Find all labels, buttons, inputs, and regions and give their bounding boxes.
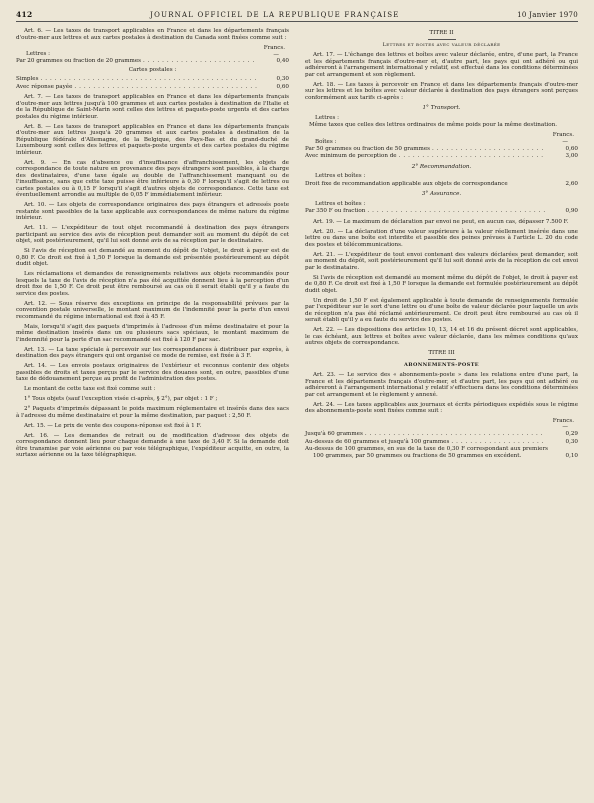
article-19: Art. 19. — Le maximum de déclaration par envoi ne peut, en aucun cas, dépasser 7.500 F.	[313, 218, 569, 225]
article-17: Art. 17. — L'échange des lettres et boîtes avec valeur déclarée, entre, d'une part, la France et les départements français d'outre-mer et, d'autre part, les pays qui ont adhéré ou qui adhéreront à l'arrangement international y relatif, est effectué dans les conditions déterminées par cet arrangement et son règlement.	[305, 52, 578, 78]
article-21: Art. 21. — L'expéditeur de tout envoi contenant des valeurs déclarées peut demander, soit au moment du dépôt, soit postérieurement qu'il lui soit donné avis de la réception de cet envoi par le destinataire.	[305, 251, 578, 271]
rate-value: 0,90	[565, 208, 578, 214]
rate-row	[305, 181, 578, 188]
article-11-paragraph: Si l'avis de réception est demandé au moment du dépôt de l'objet, le droit à payer est de 0,80 F. Ce droit est fixé à 1,50 F lorsque la demande est présentée postérieurement au dépôt dudit objet.	[16, 248, 289, 267]
rate-label: Au-dessus de 100 grammes, en sus de la taxe de 0,30 F correspondant aux premiers 100 grammes, par 50 grammes ou fractions de 50 grammes en excédent.	[305, 446, 548, 459]
article-12: Art. 12. — Sous réserve des exceptions en principe de la responsabilité prévues par la convention postale universelle, le montant maximum de l'indemnité pour la perte d'un envoi recommandé du régime international est fixé à 45 F.	[16, 300, 289, 320]
leader-dots	[40, 76, 257, 83]
titre-subheading: ABONNEMENTS-POSTE	[403, 361, 480, 368]
article-9: Art. 9. — En cas d'absence ou d'insuffisance d'affranchissement, les objets de correspondance de toute nature en provenance des pays étrangers sont passibles, à la charge des destinataires, d'une taxe égale au double de l'affranchissement manquant ou de l'insuffisance, sans que cette taxe puisse être inférieure à 0,30 F lorsqu'il s'agit de lettres ou cartes postales ou à 0,15 F lorsqu'il s'agit d'autres objets de correspondance. Cette taxe est éventuellement arrondie au multiple de 0,05 F immédiatement inférieur.	[16, 159, 289, 198]
leader-dots	[399, 153, 546, 160]
section-heading: 1° Transport.	[422, 105, 461, 111]
rate-value: 0,60	[276, 83, 289, 90]
rate-value: 0,60	[565, 145, 578, 152]
article-22: Art. 22. — Les dispositions des articles 10, 13, 14 et 16 du présent décret sont applicables, le cas échéant, aux lettres et boîtes avec valeur déclarée, dans les mêmes conditions qu'aux autres objets de correspondance.	[305, 327, 578, 346]
section-heading: 2° Recommandation.	[411, 163, 472, 170]
rate-label: Jusqu'à 60 grammes	[305, 431, 363, 437]
unit-label: Francs.	[552, 132, 574, 138]
two-column-body	[16, 28, 578, 462]
rate-value: 0,30	[276, 76, 289, 82]
article-11: Art. 11. — L'expéditeur de tout objet recommandé à destination des pays étrangers participant au service des avis de réception peut demander soit au moment du dépôt de cet objet, soit postérieurement, qu'il lui soit donné avis de sa réception par le destinataire.	[16, 225, 289, 244]
unit-dash: —	[562, 423, 568, 430]
article-14-item: 2° Paquets d'imprimés dépassant le poids maximum réglementaire et insérés dans des sacs à l'adresse du même destinataire et pour la même destination, par paquet : 2,50 F.	[16, 406, 289, 419]
rate-value: 2,60	[565, 180, 578, 187]
article-21-paragraph: Si l'avis de réception est demandé au moment même du dépôt de l'objet, le droit à payer est de 0,80 F. Ce droit est fixé à 1,50 F lorsque la demande est formulée postérieurement au dépôt dudit objet.	[305, 274, 578, 294]
rate-label: Avec réponse payée	[16, 83, 73, 90]
article-12-paragraph: Mais, lorsqu'il s'agit des paquets d'imprimés à l'adresse d'un même destinataire et pour la même destination insérés dans un ou plusieurs sacs spéciaux, le montant maximum de l'indemnité pour la perte d'un sac recommandé est fixé à 120 F par sac.	[16, 323, 289, 343]
left-column	[16, 28, 289, 462]
lettres-text: Même taxes que celles des lettres ordinaires de même poids pour la même destination.	[309, 122, 557, 128]
boites-label: Boîtes :	[315, 138, 337, 145]
titre-subheading: Lettres et boites avec valeur déclarée	[382, 41, 501, 48]
rate-row	[305, 146, 578, 153]
lettres-boites-label: Lettres et boîtes :	[315, 173, 366, 179]
rate-value: 0,30	[565, 438, 578, 445]
leader-dots	[432, 146, 546, 153]
page-header	[16, 10, 578, 22]
rate-row	[16, 84, 289, 91]
rate-label: Par 350 F ou fraction	[305, 208, 366, 214]
divider	[428, 39, 456, 40]
article-24: Art. 24. — Les taxes applicables aux journaux et écrits périodiques expédiés sous le régime des abonnements-poste sont fixées comme suit :	[305, 401, 578, 414]
rate-row	[305, 208, 578, 215]
page-number: 412	[16, 10, 33, 19]
article-13: Art. 13. — La taxe spéciale à percevoir sur les correspondances à distribuer par exprès, à destination des pays étrangers qui ont organisé ce mode de remise, est fixée à 3 F.	[16, 346, 289, 359]
cartes-label: Cartes postales :	[128, 66, 177, 73]
leader-dots	[74, 84, 257, 91]
divider	[428, 359, 456, 360]
article-20: Art. 20. — La déclaration d'une valeur supérieure à la valeur réellement insérée dans une lettre ou dans une boîte est interdite et passible des peines prévues à l'article L. 20 du code des postes et télécommunications.	[305, 228, 578, 248]
rate-label: Au-dessus de 60 grammes et jusqu'à 100 grammes	[305, 438, 450, 445]
article-16: Art. 16. — Les demandes de retrait ou de modification d'adresse des objets de correspondance donnent lieu pour chaque demande à une taxe de 3,40 F. Si la demande doit être transmise par voie aérienne ou par voie télégraphique, l'expéditeur acquitte, en outre, la surtaxe aérienne ou la taxe télégraphique.	[16, 432, 289, 458]
article-10: Art. 10. — Les objets de correspondance originaires des pays étrangers et adressés poste restante sont passibles de la taxe applicable aux correspondances de même nature du régime intérieur.	[16, 202, 289, 221]
article-15: Art. 15. — Le prix de vente des coupons-réponse est fixé à 1 F.	[24, 422, 202, 429]
unit-dash: —	[562, 139, 568, 145]
rate-label: Par 50 grammes ou fraction de 50 grammes	[305, 145, 431, 152]
rate-label: Avec minimum de perception de	[305, 153, 397, 159]
rate-row	[16, 76, 289, 83]
rate-label: Droit fixe de recommandation applicable aux objets de correspondance	[305, 180, 508, 187]
article-6: Art. 6. — Les taxes de transport applicables en France et dans les départements français d'outre-mer aux lettres et aux cartes postales à destination du Canada sont fixées comme suit :	[16, 28, 289, 41]
titre-heading: TITRE III	[428, 350, 455, 356]
titre-heading: TITRE II	[429, 30, 454, 36]
rate-value: 0,40	[276, 58, 289, 64]
rate-value: 0,29	[565, 431, 578, 437]
right-column	[305, 28, 578, 462]
article-11-paragraph: Les réclamations et demandes de renseignements relatives aux objets recommandés pour lesquels la taxe de l'avis de réception n'a pas été acquittée donnent lieu à la perception d'un droit fixe de 1,50 F. Ce droit peut être remboursé au cas où il serait établi qu'il y a faute du service des postes.	[16, 271, 289, 297]
leader-dots	[451, 439, 546, 446]
rate-value: 3,00	[565, 153, 578, 159]
leader-dots	[365, 431, 546, 438]
rate-row	[305, 439, 578, 446]
unit-label: Francs.	[552, 418, 574, 424]
rate-row	[305, 446, 578, 459]
article-8: Art. 8. — Les taxes de transport applicables en France et dans les départements français d'outre-mer aux lettres jusqu'à 20 grammes et aux cartes postales à destination de la République fédérale d'Allemagne, de la Belgique, des Pays-Bas et du grand-duché de Luxembourg sont celles des lettres et paquets-poste urgents et des cartes postales du régime intérieur.	[16, 123, 289, 156]
section-heading: 3° Assurance.	[421, 191, 462, 197]
article-14-paragraph: Le montant de cette taxe est fixé comme suit :	[24, 386, 156, 392]
journal-title: JOURNAL OFFICIEL DE LA REPUBLIQUE FRANÇAISE	[150, 11, 400, 19]
leader-dots	[143, 58, 257, 65]
unit-dash: —	[273, 51, 279, 58]
article-7: Art. 7. — Les taxes de transport applicables en France et dans les départements français d'outre-mer aux lettres jusqu'à 100 grammes et aux cartes postales à destination de l'Italie et de la République de Saint-Marin sont celles des lettres et paquets-poste urgents et des cartes postales du régime intérieur.	[16, 94, 289, 120]
article-18: Art. 18. — Les taxes à percevoir en France et dans les départements français d'outre-mer sur les lettres et les boîtes avec valeur déclarée à destination des pays étrangers sont perçues conformément aux tarifs ci-après :	[305, 81, 578, 101]
unit-label: Francs.	[263, 44, 285, 51]
rate-label: Par 20 grammes ou fraction de 20 grammes	[16, 58, 142, 64]
rate-value: 0,10	[565, 452, 578, 459]
article-21-paragraph: Un droit de 1,50 F est également applicable à toute demande de renseignements formulée par l'expéditeur sur le sort d'une lettre ou d'une boîte de valeur déclarée pour laquelle un avis de réception n'a pas été réclamé antérieurement. Ce droit peut être remboursé au cas où il serait établi qu'il y a eu faute du service des postes.	[305, 297, 578, 323]
article-14-item: 1° Tous objets (sauf l'exception visée ci-après, § 2°), par objet : 1 F ;	[24, 396, 218, 402]
rate-row	[305, 431, 578, 438]
rate-label: Simples	[16, 76, 39, 82]
issue-date: 10 Janvier 1970	[517, 11, 578, 19]
article-23: Art. 23. — Le service des « abonnements-poste » dans les relations entre d'une part, la France et les départements français d'outre-mer, et d'autre part, les pays qui ont adhéré ou adhéreront à l'arrangement international y relatif s'effectuera dans les conditions déterminées par cet arrangement et le règlement y annexé.	[305, 372, 578, 398]
leader-dots	[367, 208, 546, 215]
article-14: Art. 14. — Les envois postaux originaires de l'extérieur et reconnus contenir des objets passibles de droits et taxes perçus par le service des douanes sont, en outre, passibles d'une taxe de dédouanement perçue au profit de l'administration des postes.	[16, 363, 289, 382]
lettres-label: Lettres :	[26, 51, 51, 57]
rate-row	[305, 153, 578, 160]
lettres-boites-label: Lettres et boîtes :	[315, 200, 366, 207]
lettres-label: Lettres :	[315, 114, 340, 121]
rate-row	[16, 58, 289, 65]
